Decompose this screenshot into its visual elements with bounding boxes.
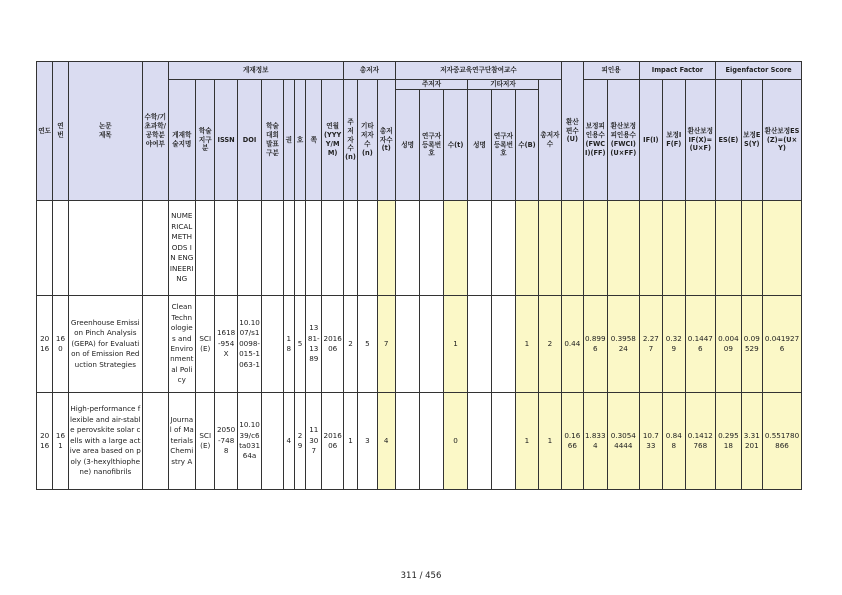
cell-if-x: 0.14476 [685,296,716,393]
cell-if-f [663,201,685,296]
group-pub-info: 게재정보 [168,62,343,80]
cell-regional [262,201,283,296]
cell-page [306,201,322,296]
cell-field [143,393,168,490]
col-es-y: 보정ES(Y) [741,80,762,201]
group-authors: 총저자 [343,62,395,80]
cell-main-reg [420,393,443,490]
col-conv-fwci: 환산보정피인용수(FWCI)(U×FF) [608,80,640,201]
col-other-name: 성명 [468,90,491,201]
cell-conv [562,201,583,296]
cell-main-num [443,201,467,296]
group-other-author: 기타저자 [468,80,538,90]
cell-main-reg [420,296,443,393]
col-other-count: 기타저자수(n) [358,80,377,201]
cell-es-y: 0.09529 [741,296,762,393]
page-number: 311 / 456 [400,571,442,581]
cell-conv-fwci [608,201,640,296]
cell-fwci: 1.8334 [583,393,607,490]
cell-other-num: 1 [516,296,538,393]
cell-title: High-performance flexible and air-stable perovskite solar cells with a large active area based on poly (3-hexylthiophene) nanofibrils [68,393,142,490]
cell-main-count [343,201,357,296]
cell-journal: Clean Technologies and Environmental Policy [168,296,196,393]
cell-es-e [716,201,741,296]
cell-journal-class: SCI(E) [196,393,215,490]
col-title: 논문 제목 [68,62,142,201]
cell-total-count: 7 [377,296,395,393]
cell-field [143,201,168,296]
cell-if-x [685,201,716,296]
cell-main-name [395,296,419,393]
cell-conv: 0.1666 [562,393,583,490]
cell-field [143,296,168,393]
cell-conv-fwci: 0.30544444 [608,393,640,490]
cell-es-z: 0.551780866 [763,393,802,490]
cell-volume [283,201,294,296]
cell-total-count [377,201,395,296]
cell-other-count [358,201,377,296]
cell-fwci [583,201,607,296]
cell-main-name [395,393,419,490]
cell-seq: 160 [53,296,68,393]
col-total-count: 총저자수(t) [377,80,395,201]
cell-issue [294,201,305,296]
cell-date: 2016 06 [322,393,343,490]
cell-journal: NUMERICAL METHODS IN ENGINEERING [168,201,196,296]
cell-es-z: 0.0419276 [763,296,802,393]
cell-issue: 5 [294,296,305,393]
table-row [37,201,802,296]
cell-main-count: 1 [343,393,357,490]
cell-main-name [395,201,419,296]
col-if-i: IF(I) [639,80,662,201]
cell-total-author: 2 [538,296,561,393]
cell-main-num: 0 [443,393,467,490]
cell-page: 1381-1389 [306,296,322,393]
cell-fwci: 0.8996 [583,296,607,393]
col-main-count: 주저자수(n) [343,80,357,201]
col-journal-class: 학술지구분 [196,80,215,201]
col-other-reg: 연구자등록번호 [491,90,515,201]
cell-es-y [741,201,762,296]
cell-title: Greenhouse Emission Pinch Analysis (GEPA) for Evaluation of Emission Reduction Strategies [68,296,142,393]
cell-other-reg [491,201,515,296]
cell-es-e: 0.00409 [716,296,741,393]
cell-regional [262,296,283,393]
cell-es-e: 0.29518 [716,393,741,490]
cell-doi: 10.1007/s10098-015-1063-1 [237,296,261,393]
cell-year: 2016 [37,296,53,393]
col-page: 쪽 [306,80,322,201]
cell-es-z [763,201,802,296]
cell-issn [215,201,237,296]
cell-volume: 4 [283,393,294,490]
col-field: 수학/기초과학/공학분야여부 [143,62,168,201]
cell-total-author [538,201,561,296]
cell-if-f: 0.848 [663,393,685,490]
cell-other-num: 1 [516,393,538,490]
col-main-num: 수(t) [443,90,467,201]
table-row [37,296,802,393]
cell-date: 2016 06 [322,296,343,393]
cell-other-name [468,393,491,490]
col-if-x: 환산보정IF(X)=(U×F) [685,80,716,201]
cell-journal-class: SCI(E) [196,296,215,393]
cell-issn: 1618-954X [215,296,237,393]
col-date: 연월(YYYY/MM) [322,80,343,201]
col-regional: 학술대회발표구분 [262,80,283,201]
col-conv: 환산편수(U) [562,62,583,201]
cell-seq: 161 [53,393,68,490]
cell-other-num [516,201,538,296]
group-citations: 피인용 [583,62,639,80]
cell-other-count: 3 [358,393,377,490]
col-main-reg: 연구자등록번호 [420,90,443,201]
col-es-z: 환산보정ES(Z)=(U×Y) [763,80,802,201]
cell-es-y: 3.31201 [741,393,762,490]
col-issn: ISSN [215,80,237,201]
cell-main-num: 1 [443,296,467,393]
cell-doi [237,201,261,296]
cell-regional [262,393,283,490]
cell-if-f: 0.329 [663,296,685,393]
group-impact-factor: Impact Factor [639,62,715,80]
cell-main-reg [420,201,443,296]
col-volume: 권 [283,80,294,201]
cell-year [37,201,53,296]
col-total-author: 총저자수 [538,80,561,201]
cell-issue: 29 [294,393,305,490]
col-doi: DOI [237,80,261,201]
group-main-author: 주저자 [395,80,467,90]
cell-if-x: 0.1412768 [685,393,716,490]
cell-journal-class [196,201,215,296]
table-row [37,393,802,490]
group-eigenfactor: Eigenfactor Score [716,62,802,80]
cell-doi: 10.1039/c6ta03164a [237,393,261,490]
cell-conv: 0.44 [562,296,583,393]
cell-total-count: 4 [377,393,395,490]
cell-other-name [468,201,491,296]
cell-total-author: 1 [538,393,561,490]
cell-other-reg [491,296,515,393]
col-issue: 호 [294,80,305,201]
cell-main-count: 2 [343,296,357,393]
cell-title [68,201,142,296]
publication-table [36,61,802,490]
col-year: 연도 [37,62,53,201]
col-seq: 연번 [53,62,68,201]
col-journal: 게재학술지명 [168,80,196,201]
cell-seq [53,201,68,296]
col-fwci: 보정피인용수(FWCI)(FF) [583,80,607,201]
cell-other-name [468,296,491,393]
col-if-f: 보정IF(F) [663,80,685,201]
cell-if-i: 10.733 [639,393,662,490]
cell-if-i: 2.277 [639,296,662,393]
cell-year: 2016 [37,393,53,490]
group-participants: 저자중교육연구단참여교수 [395,62,561,80]
cell-conv-fwci: 0.395824 [608,296,640,393]
cell-date [322,201,343,296]
col-main-name: 성명 [395,90,419,201]
cell-if-i [639,201,662,296]
col-es-e: ES(E) [716,80,741,201]
cell-other-count: 5 [358,296,377,393]
cell-page: 11307 [306,393,322,490]
col-other-num: 수(B) [516,90,538,201]
cell-volume: 18 [283,296,294,393]
cell-issn: 2050-7488 [215,393,237,490]
cell-journal: Journal of Materials Chemistry A [168,393,196,490]
cell-other-reg [491,393,515,490]
